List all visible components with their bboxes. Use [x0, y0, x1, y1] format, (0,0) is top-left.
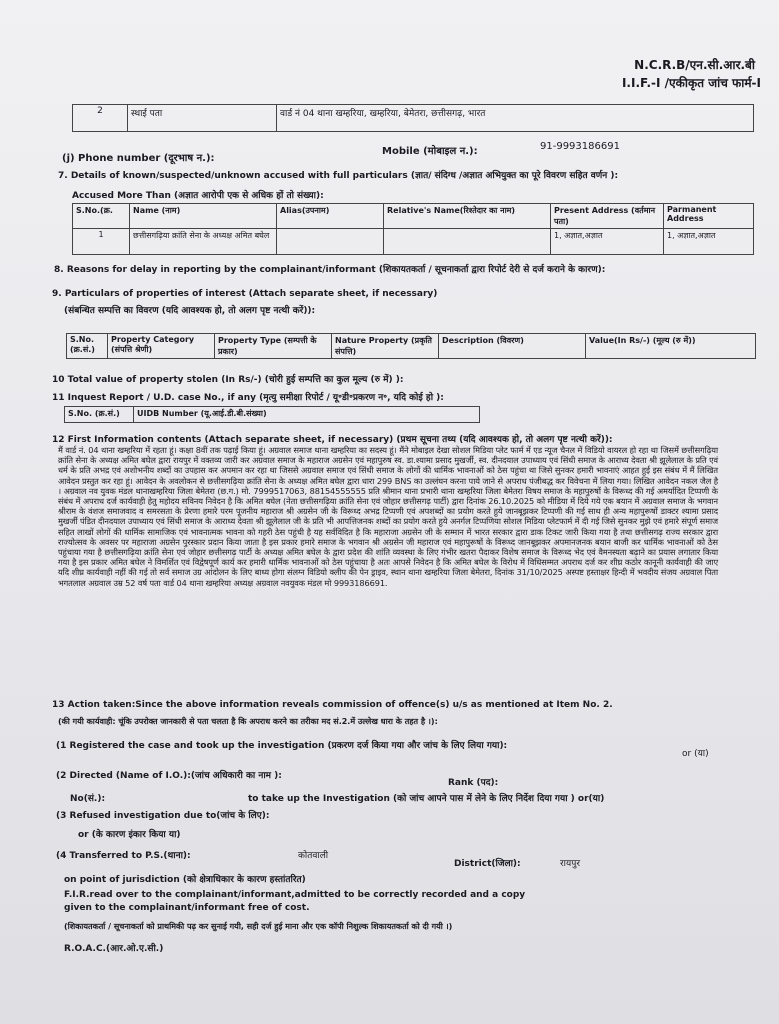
accused-cell-sno: 1 [73, 229, 130, 255]
option-transferred: (4 Transferred to P.S.(थाना): [56, 851, 191, 861]
section-7-sub: Accused More Than (अज्ञात आरोपी एक से अधिक हों तो संख्या): [72, 191, 324, 201]
fir-contents-paragraph: मैं वार्ड नं. 04 थाना खम्हरिया में रहता हूं। कक्षा 8वीं तक पढ़ाई किया हूं। अग्रवाल समाज थाना खम्हरिया का सदस्य हूं। मैंने मोबाइल देखा सोशल मिडिया प्लेट फार्म में एड न्यूज चैनल में विडियो वायरल हो रहा था जिसमें छत्तीसगढ़िया क्रांति सेना के अध्यक्ष अमित बघेल द्वारा रायपुर में वक्तव्य जारी कर अग्रवाल समाज के महाराज अग्रसेन एवं महापुरुष स्व. डा.श्यामा प्रसाद मुखर्जी, स्व. दीनदयाल उपाध्याय एवं सिंधी समाज के आराध्य देवता श्री झूलेलाल के प्रति एवं धर्म के प्रति अभद्र एवं अशोभनीय शब्दों का उपहास कर अपमान कर रहा था जिससे अग्रवाल समाज एवं सिंधी समाज के लोगों की धार्मिक भावनाओं को ठेस पहुंचा था जिसे सुनकर हमारी भावनाएं आहत हुई इस संबंध में मैं लिखित आवेदन प्रस्तुत कर रहा हूं। आवेदन के अवलोकन से छत्तीसगढ़िया क्रांति सेना के अध्यक्ष अमित बघेल द्वारा धारा 299 BNS का उल्लंघन करना पाये जाने से अपराध पंजीबद्ध कर विवेचना में लिया गया। लिखित आवेदन नकल जैल है । अग्रवाल नव युवक मंडल थानाखम्हरिया जिला बेमेतरा (छ.ग.) मो. 7999517063, 88154555555 प्रति श्रीमान थाना प्रभारी थाना खम्हरिया जिला बेमेतरा विषय समाज के महापुरुषों के विरूध्द की गई अमर्यादित टिप्पणी के संबंध में अपराध दर्ज कार्यवाही हेतु महोदय सविनय निवेदन है कि अमित बघेल (नेता छत्तीसगढ़िया क्रांति सेना एवं जोहार छत्तीसगढ़ पार्टी) द्वारा दिनांक 26.10.2025 को मीडिया में दिये गये एक बयान में अग्रवाल समाज के भगवान श्रीराम के वंशज समाजवाद व समरसता के प्रेरणा हमारे परम पूजनीय महाराज श्री अग्रसेन जी के विरूध्द अभद्र टिप्पणी एवं अपशब्दों का प्रयोग करते हुये जानबूझकर टिप्पणी की गई साथ ही अन्य महापुरूषों डाक्टर श्यामा प्रसाद मुखर्जी पंडित दीनदयाल उपाध्याय एवं सिंधी समाज के आराध्य देवता श्री झूलेलाल जी के प्रति भी आपत्तिजनक शब्दों का प्रयोग करते हुये अनर्गल टिप्पणिया सोशल मिडिया प्लेटफार्म में दी गई जिसे सुनकर मुझे एवं हमारे संपूर्ण समाज सहित लाखों लोगों की धार्मिक सामाजिक एवं भावनात्मक भावना को गहरी ठेस पहुंची है यह सर्वविदित है कि महाराजा अग्रसेन जी के सम्मान में भारत सरकार द्वारा डाक टिकट जारी किया गया है तथा छत्तीसगढ़ राज्य सरकार द्वारा राज्योत्सव के अवसर पर महाराजा अग्रसेन पुरस्कार प्रदान किया जाता है इस प्रकार हमारे समाज के भगवान श्री अग्रसेन जी महाराज एवं महापुरूषों के विरूध्द जानबूझकर अपमानजनक बयान बाजी कर धार्मिक भावनाओं को ठेस पहुंचाया गया है छत्तीसगढ़िया क्रांति सेना एवं जोहार छत्तीसगढ़ पार्टी के अध्यक्ष अमित बघेल के द्वारा प्रदेश की शांति व्यवस्था के लिए गंभीर खतरा पैदाकर विशेष समाज के विरूध्द भेद एवं वैमनस्यता बढ़ाने का प्रयास लगातार किया गया है इस प्रकार अमित बघेल ने विमर्शित एवं विद्वेषपूर्ण कार्य कर हमारी धार्मिक भावनाओं को ठेस पहुंचाया है अतः आपसे निवेदन है कि अमित बघेल के विरोध में विधिसम्मत अपराध दर्ज कर शीघ्र कठोर कानूनी कार्यवाही की जाए यदि शीघ्र कार्यवाही नहीं की गई तो सर्व समाज उग्र आंदोलन के लिए बाध्य होगा संलग्न विडियो क्लीप की पेन ड्राइव, स्थान थाना खम्हरिया जिला बेमेतरा, दिनांक 31/10/2025 अस्पष्ट हस्ताक्षर हिन्दी में भवदीय संजय अग्रवाल पिता भगतलाल अग्रवाल उम्र 52 वर्ष पता वार्ड 04 थाना खम्हरिया अध्यक्ष अग्रवाल नवयुवक मंडल मो 9993186691. [58, 445, 718, 588]
property-col-value: Value(In Rs/-) (मूल्य (रु में)) [586, 334, 756, 359]
fir-read-over-line1: F.I.R.read over to the complainant/informant,admitted to be correctly recorded and a copy [64, 890, 526, 900]
inquest-table [64, 406, 480, 423]
or-label-1: or (या) [682, 749, 709, 759]
phone-label: (j) Phone number (दूरभाष न.): [62, 153, 215, 164]
jurisdiction-note: on point of jurisdiction (को क्षेत्राधिकार के कारण हस्तांतरित) [64, 875, 306, 885]
inquest-col-uidb: UIDB Number (यू.आई.डी.बी.संख्या) [134, 407, 480, 423]
district-value: रायपुर [560, 859, 581, 869]
address-row-label: स्थाई पता [128, 105, 277, 132]
take-up-investigation: to take up the Investigation (को जांच आपने पास में लेने के लिए निर्देश दिया गया ) or(या) [248, 794, 605, 804]
section-13-sub: (की गयी कार्यवाही: चूंकि उपरोक्त जानकारी से पता चलता है कि अपराध करने का तरीका मद सं.2.में उल्लेख धारा के तहत है ।): [58, 717, 438, 726]
property-col-type: Property Type (सम्पत्ती के प्रकार) [215, 334, 332, 359]
refused-or: or (के कारण इंकार किया या) [78, 830, 181, 840]
accused-cell-present-address: 1, अज्ञात,अज्ञात [551, 229, 664, 255]
accused-col-sno: S.No.(क्र. [73, 204, 130, 229]
transferred-ps: कोतवाली [298, 851, 329, 861]
inquest-col-sno: S.No. (क्र.सं.) [65, 407, 134, 423]
form-header-ncrb: N.C.R.B/एन.सी.आर.बी [634, 58, 755, 72]
no-label: No(सं.): [70, 794, 106, 804]
accused-cell-relative [384, 229, 551, 255]
accused-cell-name: छत्तीसगढ़िया क्रांति सेना के अध्यक्ष अमित बघेल [130, 229, 277, 255]
section-13-title: 13 Action taken:Since the above information reveals commission of offence(s) u/s as mentioned at Item No. 2. [52, 700, 613, 710]
address-table [72, 104, 754, 132]
option-registered: (1 Registered the case and took up the investigation (प्रकरण दर्ज किया गया और जांच के लिए लिया गया): [56, 741, 508, 751]
accused-cell-permanent-address: 1, अज्ञात,अज्ञात [664, 229, 754, 255]
section-11-title: 11 Inquest Report / U.D. case No., if any (मृत्यु समीक्षा रिपोर्ट / यू॰डी॰प्रकरण न॰, यदि कोई हो ): [52, 393, 444, 403]
section-8-title: 8. Reasons for delay in reporting by the complainant/informant (शिकायतकर्ता / सूचनाकर्ता द्वारा रिपोर्ट देरी से दर्ज कराने के कारण): [54, 265, 606, 275]
property-col-sno: S.No. (क्र.सं.) [67, 334, 108, 359]
fir-read-over-hindi: (शिकायतकर्ता / सूचनाकर्ता को प्राथमिकी पढ़ कर सुनाई गयी, सही दर्ज हुई माना और एक कॉपी निशुल्क शिकायतकर्ता को दी गयी ।) [64, 922, 453, 931]
form-header-iif: I.I.F.-I /एकीकृत जांच फार्म-I [621, 76, 761, 90]
section-9-sub: (संबन्धित सम्पत्ति का विवरण (यदि आवश्यक हो, तो अलग पृष्ट नत्थी करें)): [64, 306, 316, 316]
fir-read-over-line2: given to the complainant/informant free of cost. [64, 903, 310, 913]
accused-table [72, 203, 754, 255]
accused-col-present-address: Present Address (वर्तमान पता) [551, 204, 664, 229]
accused-col-relative: Relative's Name(रिश्तेदार का नाम) [384, 204, 551, 229]
accused-col-alias: Alias(उपनाम) [277, 204, 384, 229]
rank-label: Rank (पद): [448, 778, 499, 788]
mobile-label: Mobile (मोबाइल न.): [382, 146, 478, 157]
roac-label: R.O.A.C.(आर.ओ.ए.सी.) [64, 944, 164, 954]
property-table [66, 333, 756, 359]
section-12-title: 12 First Information contents (Attach separate sheet, if necessary) (प्रथम सूचना तथ्य (यदि आवश्यक हो, तो अलग पृष्ट नत्थी करें)): [52, 435, 613, 445]
section-10-title: 10 Total value of property stolen (In Rs/-) (चोरी हुई सम्पत्ति का कुल मूल्य (रु में) ): [52, 375, 404, 385]
accused-col-name: Name (नाम) [130, 204, 277, 229]
section-9-title: 9. Particulars of properties of interest (Attach separate sheet, if necessary) [52, 289, 438, 299]
option-refused: (3 Refused investigation due to(जांच के लिए): [56, 811, 270, 821]
section-7-title: 7. Details of known/suspected/unknown accused with full particulars (ज्ञात/ संदिग्ध /अज्ञात अभियुक्त का पूरे विवरण सहित वर्णन ): [58, 171, 619, 181]
address-row-value: वार्ड नं 04 थाना खम्हरिया, खम्हरिया, बेमेतरा, छत्तीसगढ़, भारत [277, 105, 754, 132]
option-directed: (2 Directed (Name of I.O.):(जांच अधिकारी का नाम ): [56, 771, 282, 781]
district-label: District(जिला): [454, 859, 521, 869]
mobile-value: 91-9993186691 [540, 141, 620, 152]
address-row-no: 2 [73, 105, 128, 132]
accused-col-permanent-address: Parmanent Address [664, 204, 754, 229]
property-col-nature: Nature Property (प्रकृति संपत्ति) [332, 334, 439, 359]
property-col-description: Description (विवरण) [439, 334, 586, 359]
accused-cell-alias [277, 229, 384, 255]
property-col-category: Property Category (संपत्ति श्रेणी) [108, 334, 215, 359]
